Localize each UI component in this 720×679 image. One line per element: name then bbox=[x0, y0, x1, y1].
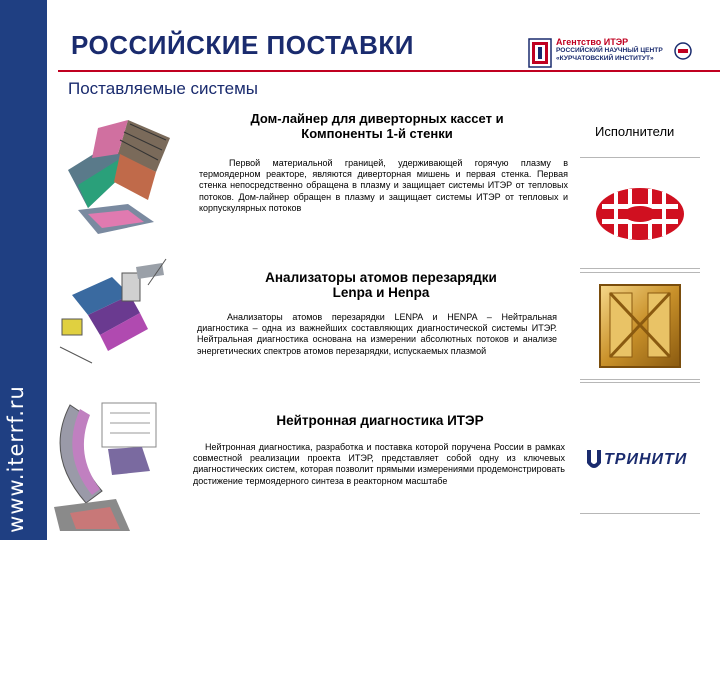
executor-logo-box-2 bbox=[580, 272, 700, 380]
agency-line3: «КУРЧАТОВСКИЙ ИНСТИТУТ» bbox=[556, 55, 654, 62]
neutron-diagnostics-image bbox=[50, 395, 180, 532]
agency-emblem-icon bbox=[528, 38, 552, 68]
page-title: РОССИЙСКИЕ ПОСТАВКИ bbox=[71, 30, 414, 60]
triniti-wordmark: ТРИНИТИ bbox=[604, 451, 688, 468]
block2-body: Анализаторы атомов перезарядки LENPA и HENPA – Нейтральная диагностика – одна из важнейших составляющих диагностической системы ИТЭР. Нейтральная диагностика основана на измерении абсолютных потоков и анализе энергетических спектров атомов перезарядки, испускаемых плазмой bbox=[197, 312, 557, 356]
block1-title bbox=[222, 111, 532, 141]
block2-title-line2: Lenpa и Henpa bbox=[332, 285, 430, 300]
block3-title: Нейтронная диагностика ИТЭР bbox=[276, 413, 484, 428]
block1-title-line2: Компоненты 1-й стенки bbox=[301, 126, 453, 141]
block2-title bbox=[246, 270, 516, 300]
page-subtitle: Поставляемые системы bbox=[68, 79, 258, 98]
block1-body: Первой материальной границей, удерживающей горячую плазму в термоядерном реакторе, являются диверторная мишень и первая стенка. Первая стенка непосредственно обращена в плазму и защищает системы ИТЭР от тепловых потоков. Дом-лайнер обращен в плазму и защищает системы ИТЭР от тепловых и корпускулярных потоков bbox=[199, 158, 568, 213]
iter-round-icon bbox=[674, 42, 692, 60]
executor-efremov-logo-icon bbox=[588, 180, 692, 248]
agency-name: Агентство ИТЭР bbox=[556, 37, 629, 47]
sidebar-band bbox=[0, 0, 47, 540]
executor-logo-box-3 bbox=[580, 382, 700, 514]
block3-body: Нейтронная диагностика, разработка и поставка которой поручена России в рамках совместной реализации проекта ИТЭР, представляет собой одну из ключевых диагностических систем, которая позволит прямыми измерениями продемонстрировать достижение термоядерного синтеза в реакторном масштабе bbox=[193, 442, 565, 486]
sidebar-url: www.iterrf.ru bbox=[4, 385, 28, 533]
executor-logo-box-1 bbox=[580, 157, 700, 269]
executors-header: Исполнители bbox=[595, 124, 675, 139]
executor-ioffe-logo-icon bbox=[598, 283, 682, 369]
triniti-emblem-icon bbox=[586, 449, 602, 473]
block1-title-line1: Дом-лайнер для диверторных кассет и bbox=[250, 111, 504, 126]
agency-logo bbox=[528, 38, 690, 68]
agency-line2: РОССИЙСКИЙ НАУЧНЫЙ ЦЕНТР bbox=[556, 46, 663, 54]
dome-liner-image bbox=[58, 110, 188, 240]
title-divider bbox=[58, 70, 720, 72]
block2-title-line1: Анализаторы атомов перезарядки bbox=[265, 270, 497, 285]
npa-analyzer-image bbox=[52, 255, 170, 375]
